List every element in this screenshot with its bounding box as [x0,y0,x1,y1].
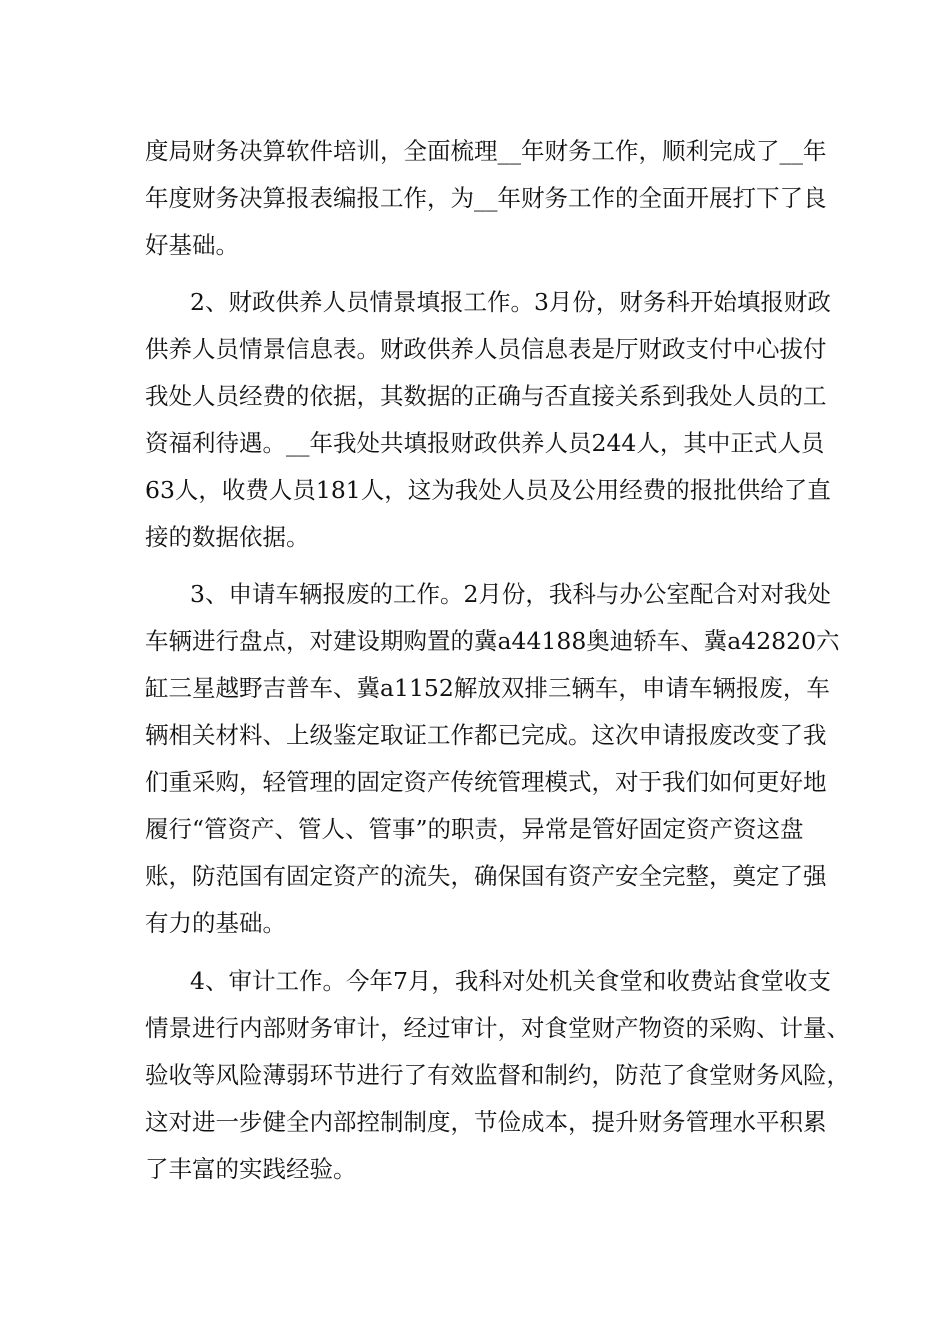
paragraph-3-line-7 [0,858,950,894]
paragraph-1-line-3 [0,227,950,263]
paragraph-3-line-8 [0,905,950,941]
text-line: 3、申请车辆报废的工作。2月份，我科与办公室配合对对我处 [190,580,831,608]
text-line: 4、审计工作。今年7月，我科对处机关食堂和收费站食堂收支 [190,967,831,995]
paragraph-1-line-1 [0,133,950,169]
paragraph-2-line-6 [0,519,950,555]
text-line: 验收等风险薄弱环节进行了有效监督和制约，防范了食堂财务风险， [145,1061,850,1089]
paragraph-4-line-5 [0,1151,950,1187]
paragraph-3-line-3 [0,670,950,706]
paragraph-3-line-2 [0,623,950,659]
text-line: 年度财务决算报表编报工作，为__年财务工作的全面开展打下了良 [145,184,827,212]
paragraph-4-line-3 [0,1057,950,1093]
text-line: 资福利待遇。__年我处共填报财政供养人员244人，其中正式人员 [145,429,825,457]
text-line: 度局财务决算软件培训，全面梳理__年财务工作，顺利完成了__年 [145,137,827,165]
paragraph-2-line-1 [0,284,950,320]
text-line: 好基础。 [145,231,239,259]
paragraph-4-line-4 [0,1104,950,1140]
text-line: 辆相关材料、上级鉴定取证工作都已完成。这次申请报废改变了我 [145,721,827,749]
text-line: 账，防范国有固定资产的流失，确保国有资产安全完整，奠定了强 [145,862,827,890]
text-line: 接的数据依据。 [145,523,310,551]
text-line: 2、财政供养人员情景填报工作。3月份，财务科开始填报财政 [190,288,831,316]
text-line: 有力的基础。 [145,909,286,937]
text-line: 63人，收费人员181人，这为我处人员及公用经费的报批供给了直 [145,476,831,504]
text-line: 供养人员情景信息表。财政供养人员信息表是厅财政支付中心拔付 [145,335,827,363]
paragraph-2-line-2 [0,331,950,367]
paragraph-2-line-4 [0,425,950,461]
paragraph-4-line-2 [0,1010,950,1046]
text-line: 履行“管资产、管人、管事”的职责，异常是管好固定资产资这盘 [145,815,804,843]
text-line: 缸三星越野吉普车、冀a1152解放双排三辆车，申请车辆报废，车 [145,674,830,702]
paragraph-3-line-5 [0,764,950,800]
paragraph-3-line-1 [0,576,950,612]
paragraph-2-line-3 [0,378,950,414]
paragraph-3-line-6 [0,811,950,847]
text-line: 们重采购，轻管理的固定资产传统管理模式，对于我们如何更好地 [145,768,827,796]
text-line: 车辆进行盘点，对建设期购置的冀a44188奥迪轿车、冀a42820六 [145,627,840,655]
paragraph-1-line-2 [0,180,950,216]
paragraph-2-line-5 [0,472,950,508]
paragraph-4-line-1 [0,963,950,999]
text-line: 情景进行内部财务审计，经过审计，对食堂财产物资的采购、计量、 [145,1014,850,1042]
text-line: 了丰富的实践经验。 [145,1155,357,1183]
paragraph-3-line-4 [0,717,950,753]
text-line: 这对进一步健全内部控制制度，节俭成本，提升财务管理水平积累 [145,1108,827,1136]
text-line: 我处人员经费的依据，其数据的正确与否直接关系到我处人员的工 [145,382,827,410]
